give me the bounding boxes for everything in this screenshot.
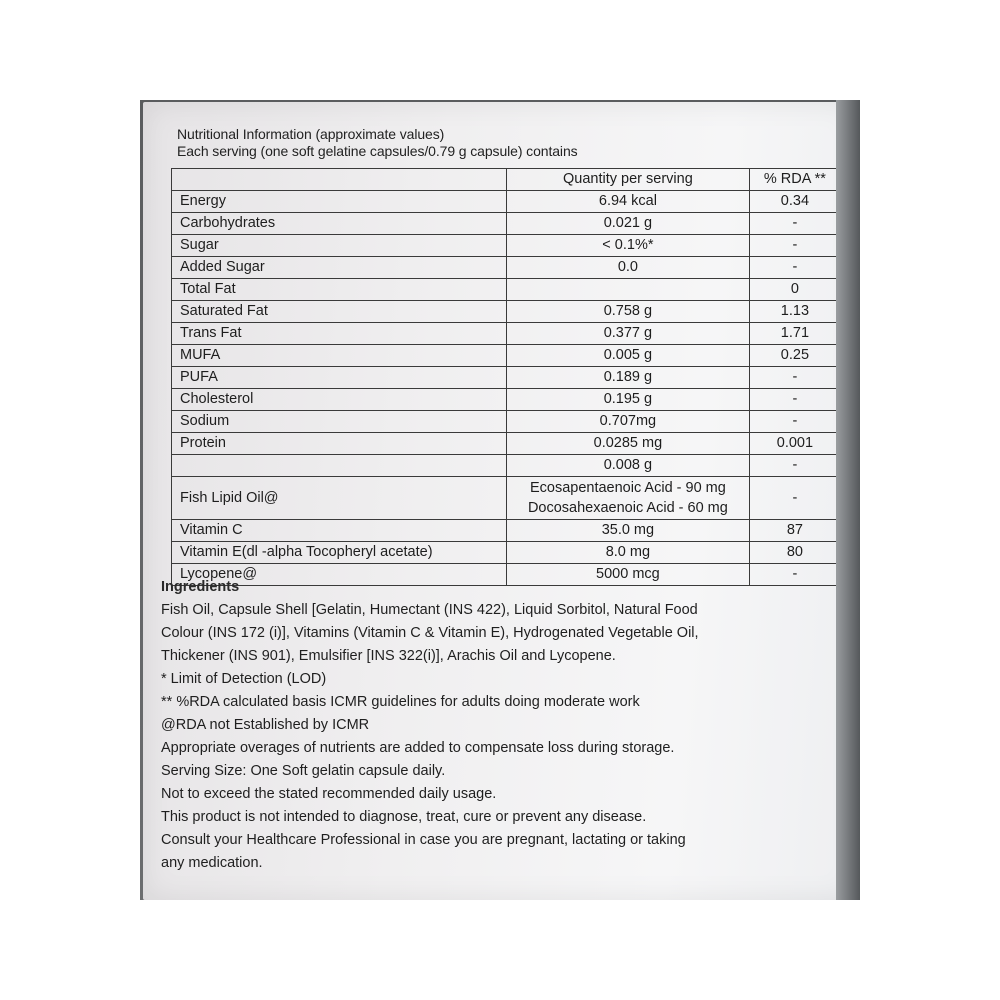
table-header-row: [172, 169, 841, 191]
row-qty: 0.707mg: [507, 411, 750, 433]
row-qty: 6.94 kcal: [507, 191, 750, 213]
label-paper: [143, 102, 857, 900]
header-line-1: Nutritional Information (approximate values): [177, 126, 445, 142]
row-rda: -: [749, 213, 840, 235]
nutrition-header: [177, 126, 578, 160]
row-name: Sodium: [172, 411, 507, 433]
row-qty: 0.0: [507, 257, 750, 279]
row-rda: 1.13: [749, 301, 840, 323]
table-row: [172, 433, 841, 455]
row-name: Vitamin E(dl -alpha Tocopheryl acetate): [172, 542, 507, 564]
table-row: [172, 367, 841, 389]
row-qty: 0.021 g: [507, 213, 750, 235]
header-quantity: Quantity per serving: [507, 169, 750, 191]
dha-value: Docosahexaenoic Acid - 60 mg: [527, 500, 728, 516]
row-name: MUFA: [172, 345, 507, 367]
table-row: [172, 455, 841, 477]
row-qty: 5000 mcg: [507, 564, 750, 586]
header-line-2: Each serving (one soft gelatine capsules/0.79 g capsule) contains: [177, 143, 578, 159]
row-qty: 8.0 mg: [507, 542, 750, 564]
row-name: Vitamin C: [172, 520, 507, 542]
row-name: Sugar: [172, 235, 507, 257]
ingredients-title: Ingredients: [161, 579, 240, 595]
row-rda: 0: [749, 279, 840, 301]
table-row: [172, 323, 841, 345]
table-row: [172, 520, 841, 542]
table-row: [172, 191, 841, 213]
row-rda: 0.25: [749, 345, 840, 367]
box-edge: [836, 100, 860, 900]
row-rda: -: [749, 235, 840, 257]
header-rda: % RDA **: [749, 169, 840, 191]
consult-note-end: any medication.: [161, 855, 263, 871]
row-rda: 0.34: [749, 191, 840, 213]
disclaimer: This product is not intended to diagnose, treat, cure or prevent any disease.: [161, 809, 647, 825]
epa-value: Ecosapentaenoic Acid - 90 mg: [529, 480, 726, 496]
row-name: Lycopene@: [172, 564, 507, 586]
row-name: Saturated Fat: [172, 301, 507, 323]
row-rda: -: [749, 389, 840, 411]
ingredients-line: Fish Oil, Capsule Shell [Gelatin, Humectant (INS 422), Liquid Sorbitol, Natural Food: [161, 602, 698, 618]
overages-note: Appropriate overages of nutrients are added to compensate loss during storage.: [161, 740, 675, 756]
table-row: [172, 279, 841, 301]
row-name: Trans Fat: [172, 323, 507, 345]
table-row: [172, 542, 841, 564]
row-qty: [507, 477, 750, 520]
usage-warning: Not to exceed the stated recommended daily usage.: [161, 786, 497, 802]
serving-size: Serving Size: One Soft gelatin capsule daily.: [161, 763, 446, 779]
consult-note: Consult your Healthcare Professional in case you are pregnant, lactating or taking: [161, 832, 686, 848]
row-qty: 0.0285 mg: [507, 433, 750, 455]
ingredients-line: Colour (INS 172 (i)], Vitamins (Vitamin C & Vitamin E), Hydrogenated Vegetable Oil,: [161, 625, 699, 641]
row-rda: -: [749, 477, 840, 520]
table-row: [172, 389, 841, 411]
row-qty: 0.189 g: [507, 367, 750, 389]
row-name: PUFA: [172, 367, 507, 389]
table-row: [172, 235, 841, 257]
header-cell-empty: [172, 169, 507, 191]
footnote-lod: * Limit of Detection (LOD): [161, 671, 327, 687]
label-photo: [140, 100, 860, 900]
row-name: Fish Lipid Oil@: [172, 477, 507, 520]
row-name: Energy: [172, 191, 507, 213]
row-rda: 0.001: [749, 433, 840, 455]
footnote-icmr: @RDA not Established by ICMR: [161, 717, 370, 733]
row-qty: 0.377 g: [507, 323, 750, 345]
ingredients-block: [161, 576, 851, 875]
table-row: [172, 411, 841, 433]
row-rda: -: [749, 564, 840, 586]
table-row: [172, 257, 841, 279]
row-name: Carbohydrates: [172, 213, 507, 235]
row-qty: 0.758 g: [507, 301, 750, 323]
row-rda: -: [749, 367, 840, 389]
row-qty: [507, 279, 750, 301]
row-rda: 80: [749, 542, 840, 564]
row-qty: 35.0 mg: [507, 520, 750, 542]
row-rda: 1.71: [749, 323, 840, 345]
table-row: [172, 301, 841, 323]
footnote-rda: ** %RDA calculated basis ICMR guidelines for adults doing moderate work: [161, 694, 640, 710]
row-rda: -: [749, 257, 840, 279]
row-qty: 0.195 g: [507, 389, 750, 411]
nutrition-table: [171, 168, 841, 586]
row-name: Total Fat: [172, 279, 507, 301]
table-row-fish-oil: [172, 477, 841, 520]
ingredients-line: Thickener (INS 901), Emulsifier [INS 322(i)], Arachis Oil and Lycopene.: [161, 648, 616, 664]
row-rda: 87: [749, 520, 840, 542]
row-rda: -: [749, 411, 840, 433]
row-name: Cholesterol: [172, 389, 507, 411]
table-row: [172, 213, 841, 235]
row-qty: 0.005 g: [507, 345, 750, 367]
row-name: [172, 455, 507, 477]
row-rda: -: [749, 455, 840, 477]
row-qty: < 0.1%*: [507, 235, 750, 257]
row-name: Protein: [172, 433, 507, 455]
row-name: Added Sugar: [172, 257, 507, 279]
table-row: [172, 345, 841, 367]
row-qty: 0.008 g: [507, 455, 750, 477]
